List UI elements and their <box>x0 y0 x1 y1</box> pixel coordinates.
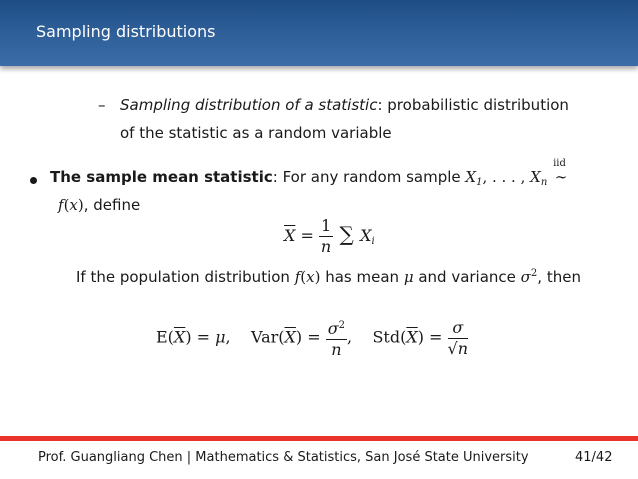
slide-title: Sampling distributions <box>36 22 216 41</box>
footer-author: Prof. Guangliang Chen | Mathematics & Statistics, San José State University <box>38 450 529 465</box>
bullet-line-1 <box>50 158 570 188</box>
bullet-text-2: , define <box>83 196 141 214</box>
bullet-marker <box>30 177 37 184</box>
iid-symbol: iid ∼ <box>553 158 568 186</box>
population-line: If the population distribution f(x) has mean μ and variance $\sigma^2$, then <box>76 268 581 286</box>
mean-variance-equations: $E(\overline{X}) = \mu$, $Var(\overline{X})$ = $\frac{\sigma^2}{n}$ , $Std(\overline{X})$ = $\frac{\sigma}{√n}$ <box>156 317 469 359</box>
bullet-line-2 <box>58 196 140 214</box>
sample-expression: $X_1$, . . . , $X_n$ <box>465 168 548 188</box>
sub-bullet-term: Sampling distribution of a statistic <box>120 96 378 114</box>
page-number: 41/42 <box>575 450 613 465</box>
sub-bullet-line-2: of the statistic as a random variable <box>120 124 392 142</box>
density-fx: f(x) <box>58 196 84 214</box>
sample-mean-definition: $\overline{X}$ = $\frac{1}{n}$ ∑ $X_i$ <box>284 216 375 256</box>
bullet-text-1: : For any random sample <box>272 168 466 186</box>
sub-bullet-line-1 <box>120 96 569 114</box>
bullet-term: The sample mean statistic <box>50 168 273 186</box>
slide-header <box>0 0 638 66</box>
sub-bullet-rest: : probabilistic distribution <box>377 96 569 114</box>
footer-rule <box>0 436 638 441</box>
sub-bullet-dash: – <box>98 96 106 114</box>
